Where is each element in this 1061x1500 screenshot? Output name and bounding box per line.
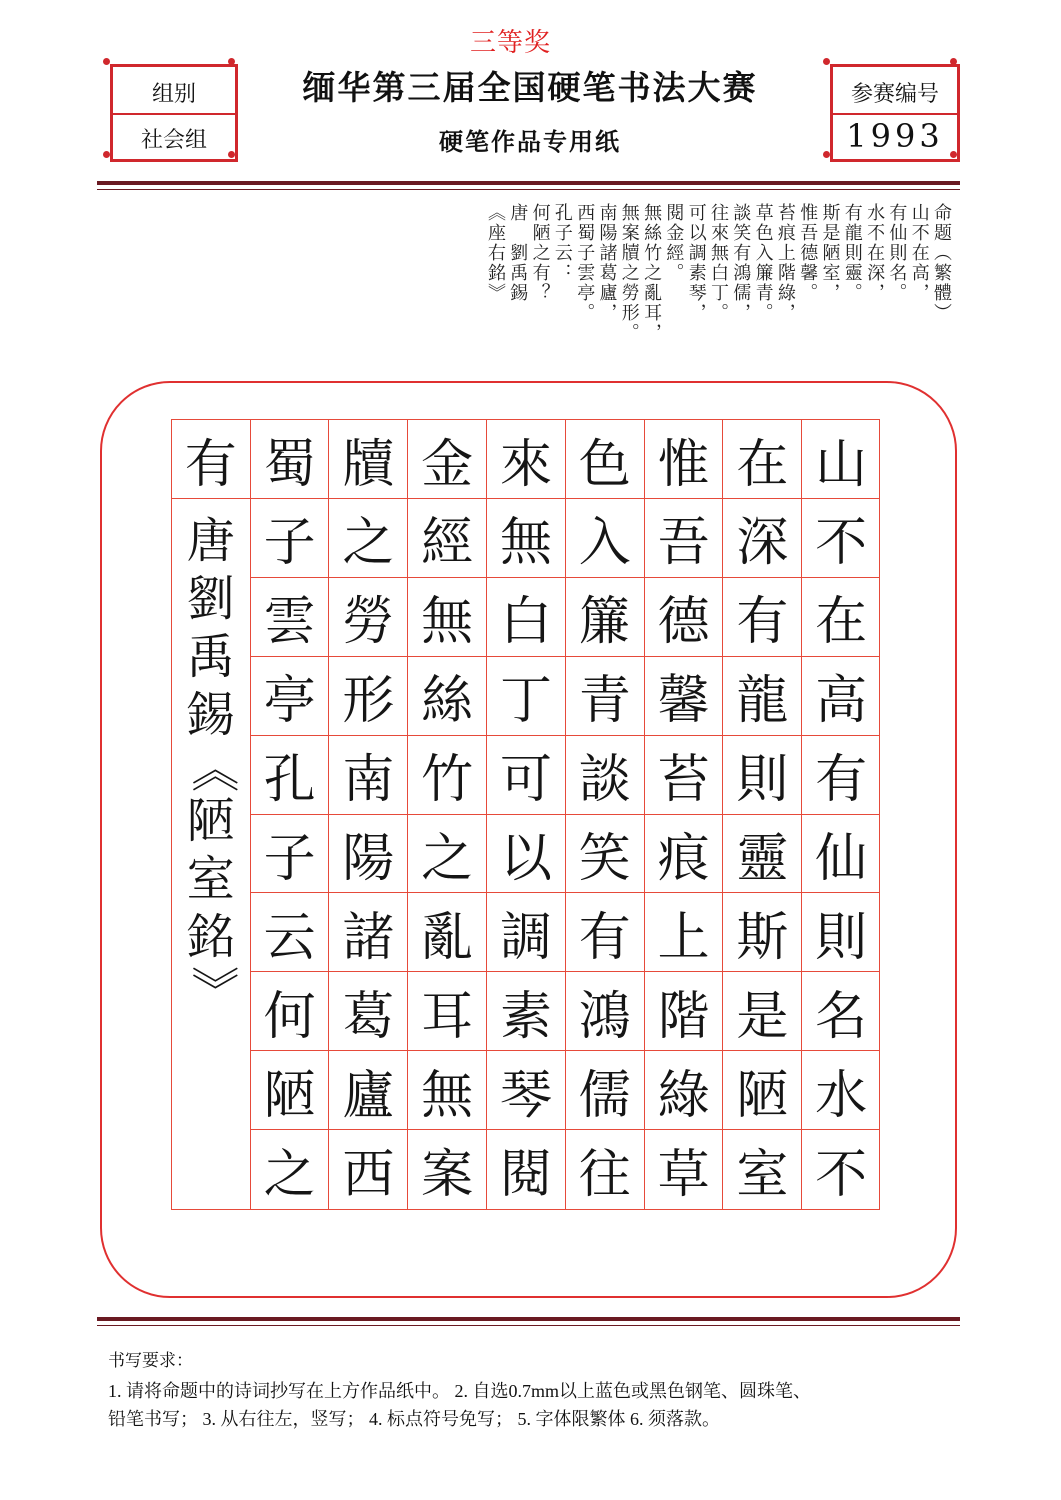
grid-column (801, 419, 880, 1210)
grid-character: 是 (723, 971, 801, 1050)
grid-character: 孔 (251, 735, 329, 814)
reference-column: 何陋之有？ (529, 203, 551, 303)
reference-column: 閱金經。 (663, 203, 685, 283)
grid-character: 之 (329, 498, 407, 577)
grid-separator (172, 498, 250, 499)
reference-column: 山不在高， (908, 203, 930, 303)
grid-character: 無 (487, 498, 565, 577)
grid-character: 草 (645, 1129, 723, 1208)
grid-character: 山 (802, 419, 880, 498)
grid-column (486, 419, 565, 1210)
grid-character: 云 (251, 892, 329, 971)
grid-character: 談 (566, 735, 644, 814)
grid-character: 陋 (723, 1050, 801, 1129)
grid-character: 葛 (329, 971, 407, 1050)
grid-character: 在 (802, 577, 880, 656)
grid-character: 在 (723, 419, 801, 498)
grid-character: 入 (566, 498, 644, 577)
grid-character: 素 (487, 971, 565, 1050)
reference-column: 南陽諸葛廬， (596, 203, 618, 323)
grid-character: 青 (566, 656, 644, 735)
grid-character: 苔 (645, 735, 723, 814)
group-value: 社会组 (140, 128, 207, 153)
grid-character: 高 (802, 656, 880, 735)
signature-character: 《 (182, 743, 239, 792)
grid-character: 斯 (723, 892, 801, 971)
grid-character: 惟 (645, 419, 723, 498)
signature (172, 512, 250, 1223)
entry-box (830, 64, 960, 162)
grid-character: 牘 (329, 419, 407, 498)
grid-character: 有 (172, 419, 250, 498)
grid-character: 笑 (566, 814, 644, 893)
grid-column (328, 419, 407, 1210)
grid-character: 諸 (329, 892, 407, 971)
grid-character: 勞 (329, 577, 407, 656)
award-stamp: 三等奖 (470, 28, 552, 58)
reference-column: 有仙則名。 (886, 203, 908, 303)
grid-character: 亭 (251, 656, 329, 735)
grid-character: 蜀 (251, 419, 329, 498)
reference-column: 西蜀子雲亭。 (574, 203, 596, 323)
grid-character: 綠 (645, 1050, 723, 1129)
grid-column (250, 419, 329, 1210)
grid-character: 不 (802, 1129, 880, 1208)
grid-character: 調 (487, 892, 565, 971)
grid-character: 琴 (487, 1050, 565, 1129)
grid-character: 子 (251, 498, 329, 577)
grid-character: 耳 (408, 971, 486, 1050)
paper-subtitle: 硬笔作品专用纸 (439, 128, 621, 156)
signature-character: 錫 (186, 686, 235, 743)
reference-column: 苔痕上階綠， (774, 203, 796, 323)
grid-character: 有 (802, 735, 880, 814)
grid-column (722, 419, 801, 1210)
grid-character: 形 (329, 656, 407, 735)
contest-title: 缅华第三届全国硬笔书法大赛 (302, 68, 758, 107)
reference-column: 談笑有鴻儒， (730, 203, 752, 323)
grid-character: 靈 (723, 814, 801, 893)
grid-character: 仙 (802, 814, 880, 893)
reference-column: 孔子云： (551, 203, 573, 283)
grid-character: 來 (487, 419, 565, 498)
grid-character: 簾 (566, 577, 644, 656)
signature-character: 陋 (186, 792, 235, 849)
grid-character: 龍 (723, 656, 801, 735)
grid-character: 有 (566, 892, 644, 971)
grid-character: 水 (802, 1050, 880, 1129)
grid-character: 室 (723, 1129, 801, 1208)
requirements-heading: 书写要求： (108, 1351, 193, 1370)
reference-column: 命题（繁體） (931, 203, 952, 323)
grid-character: 階 (645, 971, 723, 1050)
grid-character: 白 (487, 577, 565, 656)
reference-column: 有龍則靈。 (841, 203, 863, 303)
grid-character: 亂 (408, 892, 486, 971)
grid-column (565, 419, 644, 1210)
reference-column: 草色入簾青。 (752, 203, 774, 323)
grid-character: 以 (487, 814, 565, 893)
group-label: 组别 (151, 82, 196, 107)
grid-character: 何 (251, 971, 329, 1050)
grid-character: 竹 (408, 735, 486, 814)
grid-character: 金 (408, 419, 486, 498)
grid-character: 之 (251, 1129, 329, 1208)
grid-character: 經 (408, 498, 486, 577)
footer-rule-thin (97, 1325, 960, 1326)
reference-column: 斯是陋室， (819, 203, 841, 303)
reference-column: 往來無白丁。 (708, 203, 729, 323)
header-rule (97, 181, 960, 185)
grid-character: 儒 (566, 1050, 644, 1129)
calligraphy-grid (171, 419, 880, 1210)
grid-character: 則 (802, 892, 880, 971)
grid-character: 則 (723, 735, 801, 814)
signature-character: 禹 (186, 628, 235, 685)
grid-character: 德 (645, 577, 723, 656)
grid-character: 色 (566, 419, 644, 498)
reference-column: 惟吾德馨。 (797, 203, 819, 303)
grid-character: 丁 (487, 656, 565, 735)
signature-character: 銘 (186, 908, 235, 965)
grid-character: 之 (408, 814, 486, 893)
grid-character: 馨 (645, 656, 723, 735)
reference-column: 唐 劉禹錫 (507, 203, 529, 303)
footer-rule (97, 1317, 960, 1321)
grid-bottom-line (171, 1209, 880, 1210)
grid-character: 痕 (645, 814, 723, 893)
grid-character: 可 (487, 735, 565, 814)
grid-character: 子 (251, 814, 329, 893)
header-rule-thin (97, 189, 960, 190)
signature-character: 劉 (186, 570, 235, 627)
entry-label: 参赛编号 (850, 82, 939, 107)
grid-character: 西 (329, 1129, 407, 1208)
grid-character: 陽 (329, 814, 407, 893)
grid-character: 吾 (645, 498, 723, 577)
reference-column: 可以調素琴， (685, 203, 707, 323)
reference-column: 無絲竹之亂耳， (641, 203, 663, 343)
grid-character: 陋 (251, 1050, 329, 1129)
requirements-line-2: 铅笔书写； 3. 从右往左，竖写； 4. 标点符号免写； 5. 字体限繁体 6. 须落款。 (108, 1409, 720, 1429)
grid-character: 不 (802, 498, 880, 577)
grid-character: 名 (802, 971, 880, 1050)
grid-character: 深 (723, 498, 801, 577)
grid-column (407, 419, 486, 1210)
reference-column: 無案牘之勞形。 (618, 203, 640, 343)
grid-column (644, 419, 723, 1210)
requirements-line-1: 1. 请将命题中的诗词抄写在上方作品纸中。 2. 自选0.7mm以上蓝色或黑色钢笔、圆珠笔、 (108, 1381, 811, 1401)
grid-character: 有 (723, 577, 801, 656)
grid-character: 絲 (408, 656, 486, 735)
grid-character: 南 (329, 735, 407, 814)
signature-character: 室 (186, 850, 235, 907)
grid-character: 廬 (329, 1050, 407, 1129)
grid-character: 上 (645, 892, 723, 971)
grid-character: 無 (408, 1050, 486, 1129)
grid-character: 往 (566, 1129, 644, 1208)
grid-character: 雲 (251, 577, 329, 656)
reference-column: 《座右銘》 (485, 203, 506, 303)
entry-number: 1993 (846, 117, 944, 155)
grid-character: 案 (408, 1129, 486, 1208)
signature-character: 唐 (186, 512, 235, 569)
grid-character: 鴻 (566, 971, 644, 1050)
grid-character: 無 (408, 577, 486, 656)
signature-character: 》 (182, 965, 239, 1014)
group-box (110, 64, 238, 162)
reference-column: 水不在深， (864, 203, 886, 303)
grid-character: 閱 (487, 1129, 565, 1208)
grid-column (171, 419, 250, 1210)
